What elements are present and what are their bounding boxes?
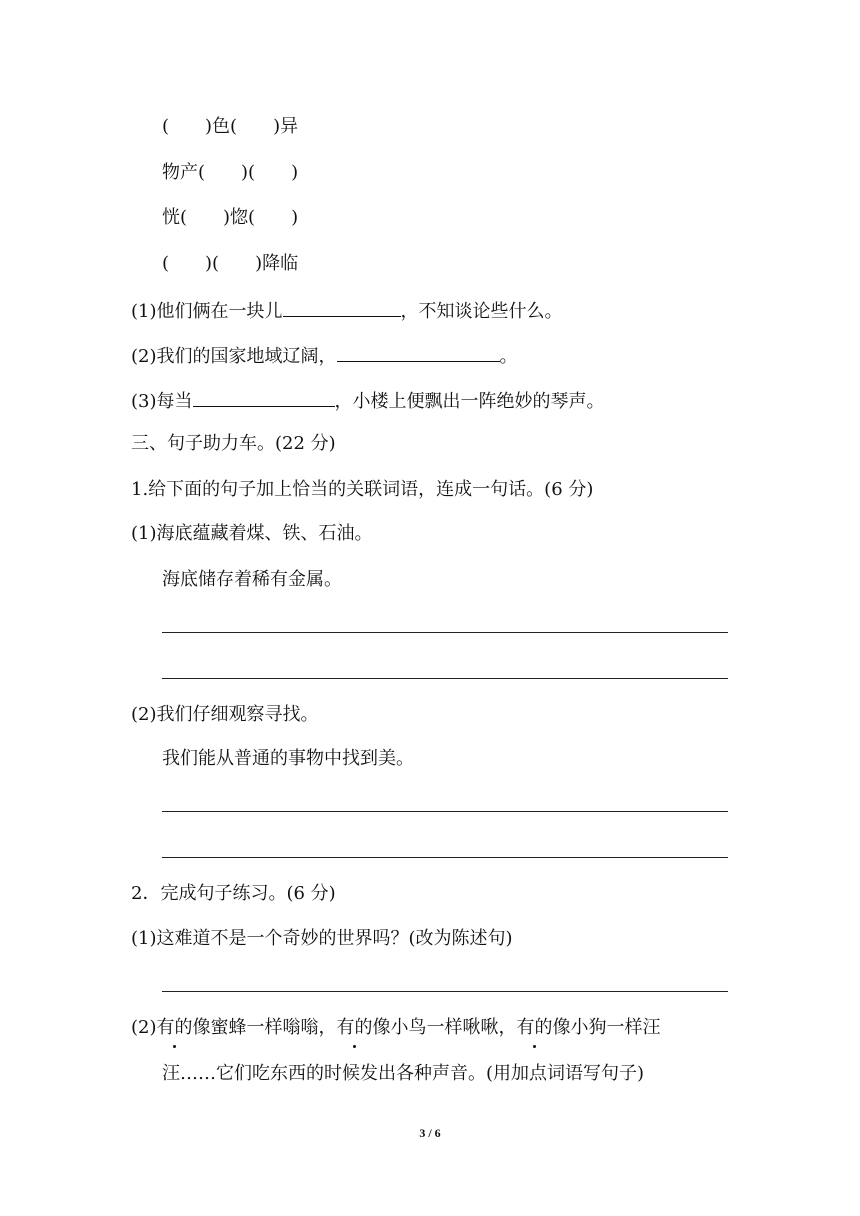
fill-sentence-1-prefix: (1)他们俩在一块儿 [131,301,283,322]
fill-sentence-3-suffix: ，小楼上便飘出一阵绝妙的琴声。 [334,391,605,412]
page-number: 3 / 6 [419,1126,441,1140]
question-1-1-sentence-a: (1)海底蕴藏着煤、铁、石油。 [131,523,373,544]
question-2-2-line-2: 汪……它们吃东西的时候发出各种声音。(用加点词语写句子) [162,1063,645,1084]
question-2-2-text: 像小狗一样汪 [552,1017,661,1038]
question-2-2-text: 像蜜蜂一样嗡嗡， [192,1017,337,1038]
fill-sentence-2-suffix: 。 [499,346,518,367]
answer-blank[interactable] [193,386,335,407]
fill-sentence-3 [131,386,605,415]
answer-blank[interactable] [283,296,401,317]
answer-line[interactable] [162,991,728,992]
question-1-2-sentence-b: 我们能从普通的事物中找到美。 [162,748,414,769]
fill-sentence-2 [131,341,518,370]
fill-sentence-2-prefix: (2)我们的国家地域辽阔， [131,346,337,367]
answer-line[interactable] [162,678,728,679]
question-2-1: (1)这难道不是一个奇妙的世界吗？(改为陈述句) [131,928,513,949]
fill-sentence-1-suffix: ，不知谈论些什么。 [400,301,563,322]
fill-sentence-1 [131,296,563,325]
question-1-title: 1.给下面的句子加上恰当的关联词语，连成一句话。(6 分) [131,479,594,500]
idiom-row-2: 物产( )( ) [162,162,299,183]
answer-line[interactable] [162,632,728,633]
idiom-row-3: 恍( )惚( ) [162,207,299,228]
dotted-word: 有的 [337,1015,373,1041]
answer-line[interactable] [162,811,728,812]
question-2-title: 2．完成句子练习。(6 分) [131,883,336,904]
question-2-2-text: 像小鸟一样啾啾， [372,1017,517,1038]
answer-blank[interactable] [337,341,500,362]
question-1-1-sentence-b: 海底储存着稀有金属。 [162,569,342,590]
question-2-2-line-1 [131,1015,661,1041]
dotted-word: 有的 [517,1015,553,1041]
dotted-word: 有的 [157,1015,193,1041]
section-title: 三、句子助力车。(22 分) [131,433,336,454]
fill-sentence-3-prefix: (3)每当 [131,391,193,412]
idiom-row-4: ( )( )降临 [162,253,299,274]
idiom-row-1: ( )色( )异 [162,116,299,137]
question-1-2-sentence-a: (2)我们仔细观察寻找。 [131,704,319,725]
question-2-2-prefix: (2) [131,1017,157,1038]
answer-line[interactable] [162,857,728,858]
